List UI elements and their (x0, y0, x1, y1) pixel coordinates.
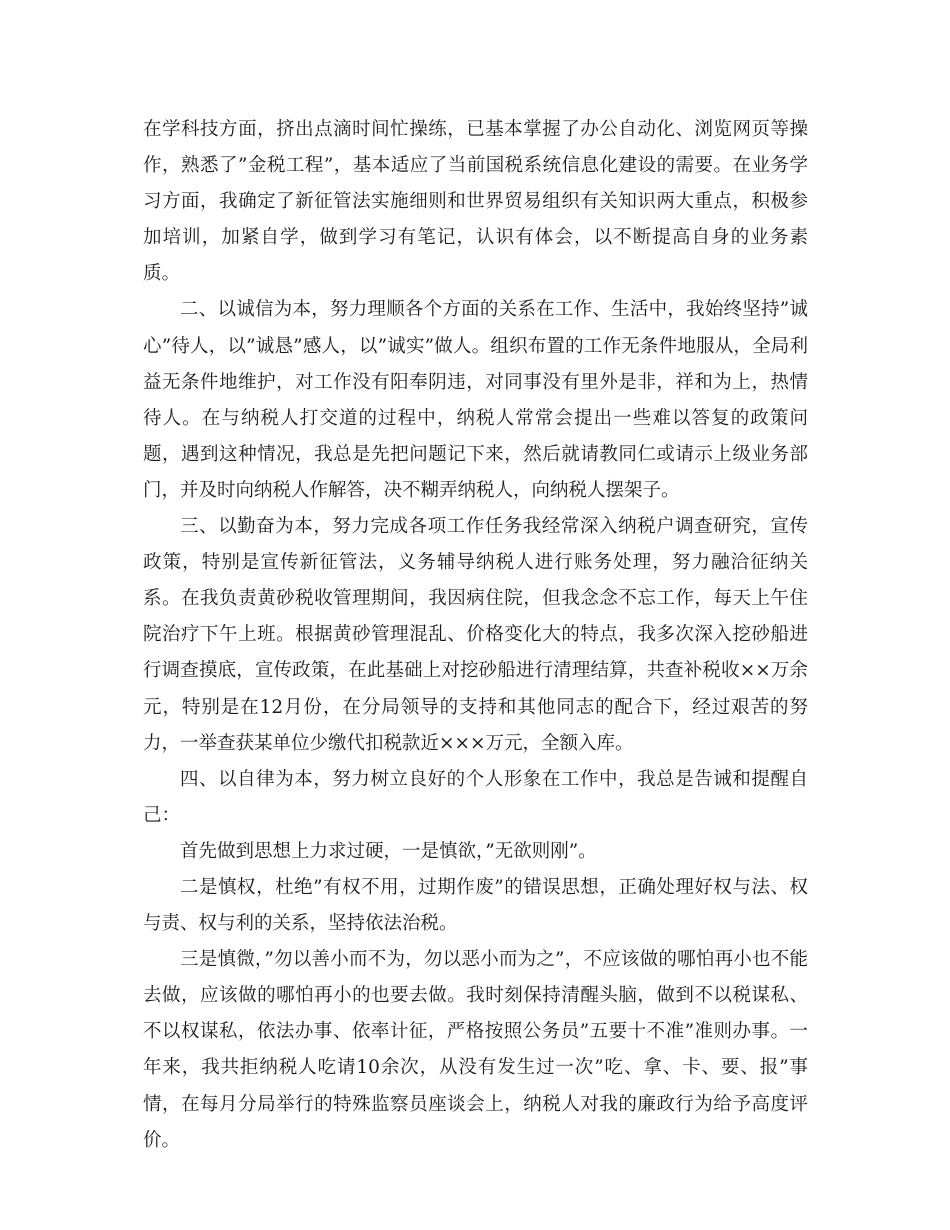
paragraph-second-point: 二是慎权，杜绝”有权不用，过期作废”的错误思想，正确处理好权与法、权与责、权与利的关系，坚持依法治税。 (143, 876, 808, 935)
paragraph-section-two: 二、以诚信为本，努力理顺各个方面的关系在工作、生活中，我始终坚持”诚心”待人，以”诚恳”感人，以”诚实”做人。组织布置的工作无条件地服从，全局利益无条件地维护，对工作没有阳奉阴违，对同事没有里外是非，祥和为上，热情待人。在与纳税人打交道的过程中，纳税人常常会提出一些难以答复的政策问题，遇到这种情况，我总是先把问题记下来，然后就请教同仁或请示上级业务部门，并及时向纳税人作解答，决不糊弄纳税人，向纳税人摆架子。 (143, 299, 808, 501)
paragraph-section-three: 三、以勤奋为本，努力完成各项工作任务我经常深入纳税户调查研究，宣传政策，特别是宣传新征管法，义务辅导纳税人进行账务处理，努力融洽征纳关系。在我负责黄砂税收管理期间，我因病住院，但我念念不忘工作，每天上午住院治疗下午上班。根据黄砂管理混乱、价格变化大的特点，我多次深入挖砂船进行调查摸底，宣传政策，在此基础上对挖砂船进行清理结算，共查补税收××万余元，特别是在12月份，在分局领导的支持和其他同志的配合下，经过艰苦的努力，一举查获某单位少缴代扣税款近×××万元，全额入库。 (143, 516, 808, 754)
paragraph-third-point: 三是慎微，”勿以善小而不为，勿以恶小而为之”，不应该做的哪怕再小也不能去做，应该做的哪怕再小的也要去做。我时刻保持清醒头脑，做到不以税谋私、不以权谋私，依法办事、依率计征，严格按照公务员”五要十不准”准则办事。一年来，我共拒纳税人吃请10余次，从没有发生过一次”吃、拿、卡、要、报”事情，在每月分局举行的特殊监察员座谈会上，纳税人对我的廉政行为给予高度评价。 (143, 949, 808, 1151)
document-body (143, 112, 808, 1159)
paragraph-section-four: 四、以自律为本，努力树立良好的个人形象在工作中，我总是告诫和提醒自己： (143, 768, 808, 826)
paragraph-first-point: 首先做到思想上力求过硬，一是慎欲，”无欲则刚”。 (180, 840, 597, 862)
paragraph-continuation: 在学科技方面，挤出点滴时间忙操练，已基本掌握了办公自动化、浏览网页等操作，熟悉了”金税工程”，基本适应了当前国税系统信息化建设的需要。在业务学习方面，我确定了新征管法实施细则和世界贸易组织有关知识两大重点，积极参加培训，加紧自学，做到学习有笔记，认识有体会，以不断提高自身的业务素质。 (143, 119, 808, 285)
